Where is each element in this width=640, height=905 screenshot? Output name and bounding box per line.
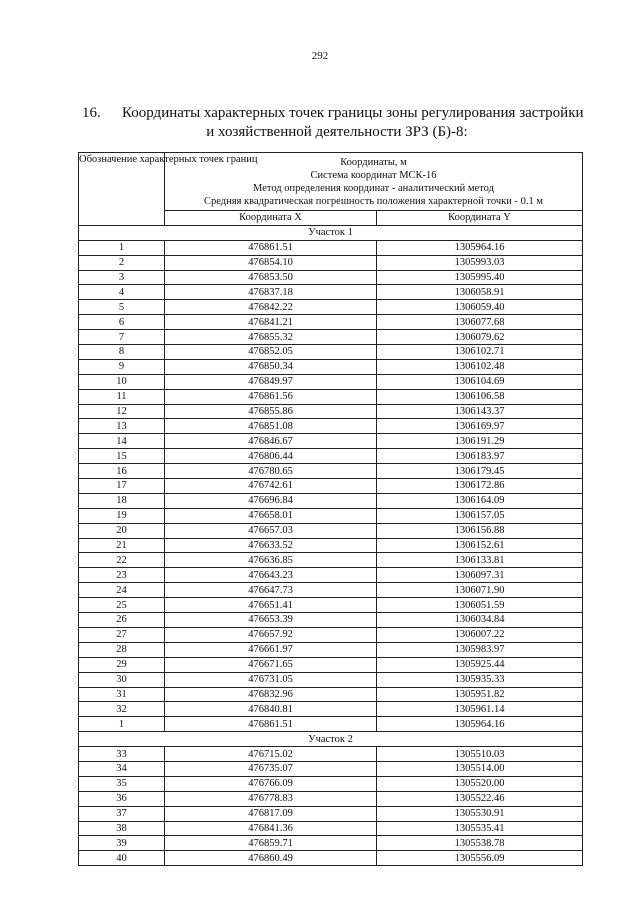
coordinate-x-cell: 476636.85 xyxy=(165,553,377,568)
point-id-cell: 26 xyxy=(79,613,165,628)
coordinate-x-cell: 476647.73 xyxy=(165,583,377,598)
coordinate-y-cell: 1306157.05 xyxy=(377,508,583,523)
coordinate-x-cell: 476657.92 xyxy=(165,627,377,642)
table-row xyxy=(79,613,583,628)
point-id-cell: 10 xyxy=(79,374,165,389)
coordinate-x-cell: 476860.49 xyxy=(165,851,377,866)
table-row xyxy=(79,449,583,464)
coordinate-x-cell: 476658.01 xyxy=(165,508,377,523)
point-designation-header: Обозначение характерных точек границ xyxy=(79,153,165,226)
point-id-cell: 38 xyxy=(79,821,165,836)
coordinate-x-cell: 476806.44 xyxy=(165,449,377,464)
point-id-cell: 8 xyxy=(79,345,165,360)
coordinate-y-cell: 1306079.62 xyxy=(377,330,583,345)
table-row xyxy=(79,836,583,851)
table-row xyxy=(79,851,583,866)
coordinate-y-cell: 1306007.22 xyxy=(377,627,583,642)
point-id-cell: 28 xyxy=(79,642,165,657)
heading-line-2: и хозяйственной деятельности ЗРЗ (Б)-8: xyxy=(206,124,468,140)
coordinate-y-cell: 1305535.41 xyxy=(377,821,583,836)
table-row xyxy=(79,523,583,538)
coordinate-y-cell: 1305995.40 xyxy=(377,270,583,285)
coordinate-y-cell: 1306071.90 xyxy=(377,583,583,598)
coordinate-x-cell: 476849.97 xyxy=(165,374,377,389)
table-row xyxy=(79,538,583,553)
coordinate-y-cell: 1305961.14 xyxy=(377,702,583,717)
coordinate-y-cell: 1306106.58 xyxy=(377,389,583,404)
point-id-cell: 21 xyxy=(79,538,165,553)
coordinate-x-cell: 476861.51 xyxy=(165,240,377,255)
heading-number: 16. xyxy=(82,105,101,121)
point-id-cell: 24 xyxy=(79,583,165,598)
coordinate-x-cell: 476846.67 xyxy=(165,434,377,449)
coordinate-y-cell: 1306034.84 xyxy=(377,613,583,628)
coordinate-x-cell: 476855.32 xyxy=(165,330,377,345)
table-row xyxy=(79,389,583,404)
point-id-cell: 27 xyxy=(79,627,165,642)
table-row xyxy=(79,568,583,583)
coordinate-x-cell: 476851.08 xyxy=(165,419,377,434)
point-id-cell: 36 xyxy=(79,791,165,806)
coordinate-y-cell: 1306102.48 xyxy=(377,359,583,374)
coordinate-x-cell: 476735.07 xyxy=(165,761,377,776)
table-row xyxy=(79,747,583,762)
coordinate-y-cell: 1305983.97 xyxy=(377,642,583,657)
coordinate-x-cell: 476661.97 xyxy=(165,642,377,657)
coordinate-x-cell: 476861.56 xyxy=(165,389,377,404)
coordinate-x-cell: 476653.39 xyxy=(165,613,377,628)
table-row xyxy=(79,717,583,732)
coordinate-y-cell: 1305514.00 xyxy=(377,761,583,776)
coordinate-y-cell: 1306097.31 xyxy=(377,568,583,583)
coordinate-x-cell: 476715.02 xyxy=(165,747,377,762)
coordinate-x-cell: 476742.61 xyxy=(165,479,377,494)
coordinate-x-cell: 476731.05 xyxy=(165,672,377,687)
coordinate-x-cell: 476657.03 xyxy=(165,523,377,538)
table-row xyxy=(79,806,583,821)
coordinate-x-cell: 476633.52 xyxy=(165,538,377,553)
point-id-cell: 6 xyxy=(79,315,165,330)
coordinate-x-cell: 476850.34 xyxy=(165,359,377,374)
table-row xyxy=(79,791,583,806)
point-id-cell: 17 xyxy=(79,479,165,494)
coordinate-x-cell: 476651.41 xyxy=(165,598,377,613)
table-row xyxy=(79,374,583,389)
coordinate-y-cell: 1305538.78 xyxy=(377,836,583,851)
coordinate-y-cell: 1305925.44 xyxy=(377,657,583,672)
point-id-cell: 37 xyxy=(79,806,165,821)
coordinate-y-cell: 1306172.86 xyxy=(377,479,583,494)
coordinate-y-cell: 1306104.69 xyxy=(377,374,583,389)
point-id-cell: 11 xyxy=(79,389,165,404)
coordinate-x-cell: 476766.09 xyxy=(165,776,377,791)
coordinate-x-cell: 476778.83 xyxy=(165,791,377,806)
coordinate-y-cell: 1306102.71 xyxy=(377,345,583,360)
table-row xyxy=(79,493,583,508)
coordinate-y-cell: 1306183.97 xyxy=(377,449,583,464)
coordinate-y-cell: 1305935.33 xyxy=(377,672,583,687)
table-row xyxy=(79,761,583,776)
point-id-cell: 7 xyxy=(79,330,165,345)
coordinate-y-cell: 1306059.40 xyxy=(377,300,583,315)
heading-line-1: Координаты характерных точек границы зоны регулирования застройки xyxy=(122,105,584,121)
section-title: Участок 1 xyxy=(79,225,583,240)
table-row xyxy=(79,776,583,791)
coordinate-x-cell: 476841.21 xyxy=(165,315,377,330)
coordinate-x-cell: 476817.09 xyxy=(165,806,377,821)
coordinate-y-cell: 1305556.09 xyxy=(377,851,583,866)
table-row xyxy=(79,330,583,345)
coordinate-x-cell: 476861.51 xyxy=(165,717,377,732)
coordinate-x-cell: 476832.96 xyxy=(165,687,377,702)
coordinate-x-cell: 476841.36 xyxy=(165,821,377,836)
point-id-cell: 19 xyxy=(79,508,165,523)
coordinate-y-cell: 1305522.46 xyxy=(377,791,583,806)
coordinate-y-cell: 1306051.59 xyxy=(377,598,583,613)
coordinate-x-cell: 476643.23 xyxy=(165,568,377,583)
point-id-cell: 23 xyxy=(79,568,165,583)
table-row xyxy=(79,821,583,836)
point-id-cell: 1 xyxy=(79,717,165,732)
point-id-cell: 20 xyxy=(79,523,165,538)
page-number: 292 xyxy=(311,50,329,62)
coordinate-y-cell: 1306152.61 xyxy=(377,538,583,553)
point-id-cell: 18 xyxy=(79,493,165,508)
section-row xyxy=(79,225,583,240)
coordinate-y-cell: 1306077.68 xyxy=(377,315,583,330)
coordinate-y-cell: 1305964.16 xyxy=(377,240,583,255)
table-row xyxy=(79,583,583,598)
table-row xyxy=(79,642,583,657)
point-id-cell: 12 xyxy=(79,404,165,419)
table-row xyxy=(79,479,583,494)
table-row xyxy=(79,434,583,449)
coordinate-y-cell: 1305964.16 xyxy=(377,717,583,732)
coordinate-y-cell: 1305993.03 xyxy=(377,255,583,270)
coordinate-x-cell: 476852.05 xyxy=(165,345,377,360)
info-line: Координаты, м xyxy=(340,156,407,168)
table-row xyxy=(79,419,583,434)
coordinate-y-header: Координата Y xyxy=(377,211,583,226)
table-row xyxy=(79,598,583,613)
table-row xyxy=(79,285,583,300)
coordinate-y-cell: 1306143.37 xyxy=(377,404,583,419)
table-row xyxy=(79,508,583,523)
coordinate-y-cell: 1306164.09 xyxy=(377,493,583,508)
table-row xyxy=(79,240,583,255)
point-id-cell: 13 xyxy=(79,419,165,434)
point-id-cell: 3 xyxy=(79,270,165,285)
point-id-cell: 30 xyxy=(79,672,165,687)
coordinate-y-cell: 1305520.00 xyxy=(377,776,583,791)
point-id-cell: 33 xyxy=(79,747,165,762)
coordinate-y-cell: 1305530.91 xyxy=(377,806,583,821)
coordinate-x-cell: 476854.10 xyxy=(165,255,377,270)
coordinates-table xyxy=(78,152,583,866)
point-id-cell: 16 xyxy=(79,464,165,479)
table-row xyxy=(79,672,583,687)
table-body xyxy=(79,225,583,865)
point-id-cell: 34 xyxy=(79,761,165,776)
info-line: Средняя квадратическая погрешность положения характерной точки - 0.1 м xyxy=(204,195,543,207)
point-id-cell: 40 xyxy=(79,851,165,866)
coordinate-x-cell: 476853.50 xyxy=(165,270,377,285)
coordinate-y-cell: 1305510.03 xyxy=(377,747,583,762)
point-id-cell: 35 xyxy=(79,776,165,791)
info-line: Система координат МСК-16 xyxy=(310,169,437,181)
table-row xyxy=(79,657,583,672)
point-id-cell: 1 xyxy=(79,240,165,255)
coordinate-y-cell: 1305951.82 xyxy=(377,687,583,702)
table-row xyxy=(79,359,583,374)
table-row xyxy=(79,345,583,360)
table-row xyxy=(79,702,583,717)
point-id-cell: 14 xyxy=(79,434,165,449)
coordinate-x-cell: 476859.71 xyxy=(165,836,377,851)
coordinate-y-cell: 1306058.91 xyxy=(377,285,583,300)
coordinate-y-cell: 1306156.88 xyxy=(377,523,583,538)
coordinate-x-cell: 476671.65 xyxy=(165,657,377,672)
coordinate-y-cell: 1306191.29 xyxy=(377,434,583,449)
table-row xyxy=(79,270,583,285)
table-row xyxy=(79,255,583,270)
point-id-cell: 15 xyxy=(79,449,165,464)
table-row xyxy=(79,553,583,568)
coordinate-x-cell: 476837.18 xyxy=(165,285,377,300)
point-id-cell: 2 xyxy=(79,255,165,270)
table-row xyxy=(79,627,583,642)
point-id-cell: 29 xyxy=(79,657,165,672)
table-row xyxy=(79,464,583,479)
table-row xyxy=(79,300,583,315)
point-id-cell: 25 xyxy=(79,598,165,613)
coordinate-x-cell: 476842.22 xyxy=(165,300,377,315)
coordinate-x-cell: 476696.84 xyxy=(165,493,377,508)
point-id-cell: 31 xyxy=(79,687,165,702)
table-row xyxy=(79,687,583,702)
coordinate-x-cell: 476780.65 xyxy=(165,464,377,479)
point-id-cell: 22 xyxy=(79,553,165,568)
section-title: Участок 2 xyxy=(79,732,583,747)
coordinate-y-cell: 1306133.81 xyxy=(377,553,583,568)
coordinate-x-cell: 476855.86 xyxy=(165,404,377,419)
point-id-cell: 9 xyxy=(79,359,165,374)
info-line: Метод определения координат - аналитический метод xyxy=(253,182,494,194)
section-row xyxy=(79,732,583,747)
point-id-cell: 39 xyxy=(79,836,165,851)
coordinate-x-header: Координата X xyxy=(165,211,377,226)
table-row xyxy=(79,315,583,330)
point-id-cell: 32 xyxy=(79,702,165,717)
coordinate-y-cell: 1306179.45 xyxy=(377,464,583,479)
point-id-cell: 5 xyxy=(79,300,165,315)
table-row xyxy=(79,404,583,419)
point-id-cell: 4 xyxy=(79,285,165,300)
coordinate-y-cell: 1306169.97 xyxy=(377,419,583,434)
coordinate-x-cell: 476840.81 xyxy=(165,702,377,717)
